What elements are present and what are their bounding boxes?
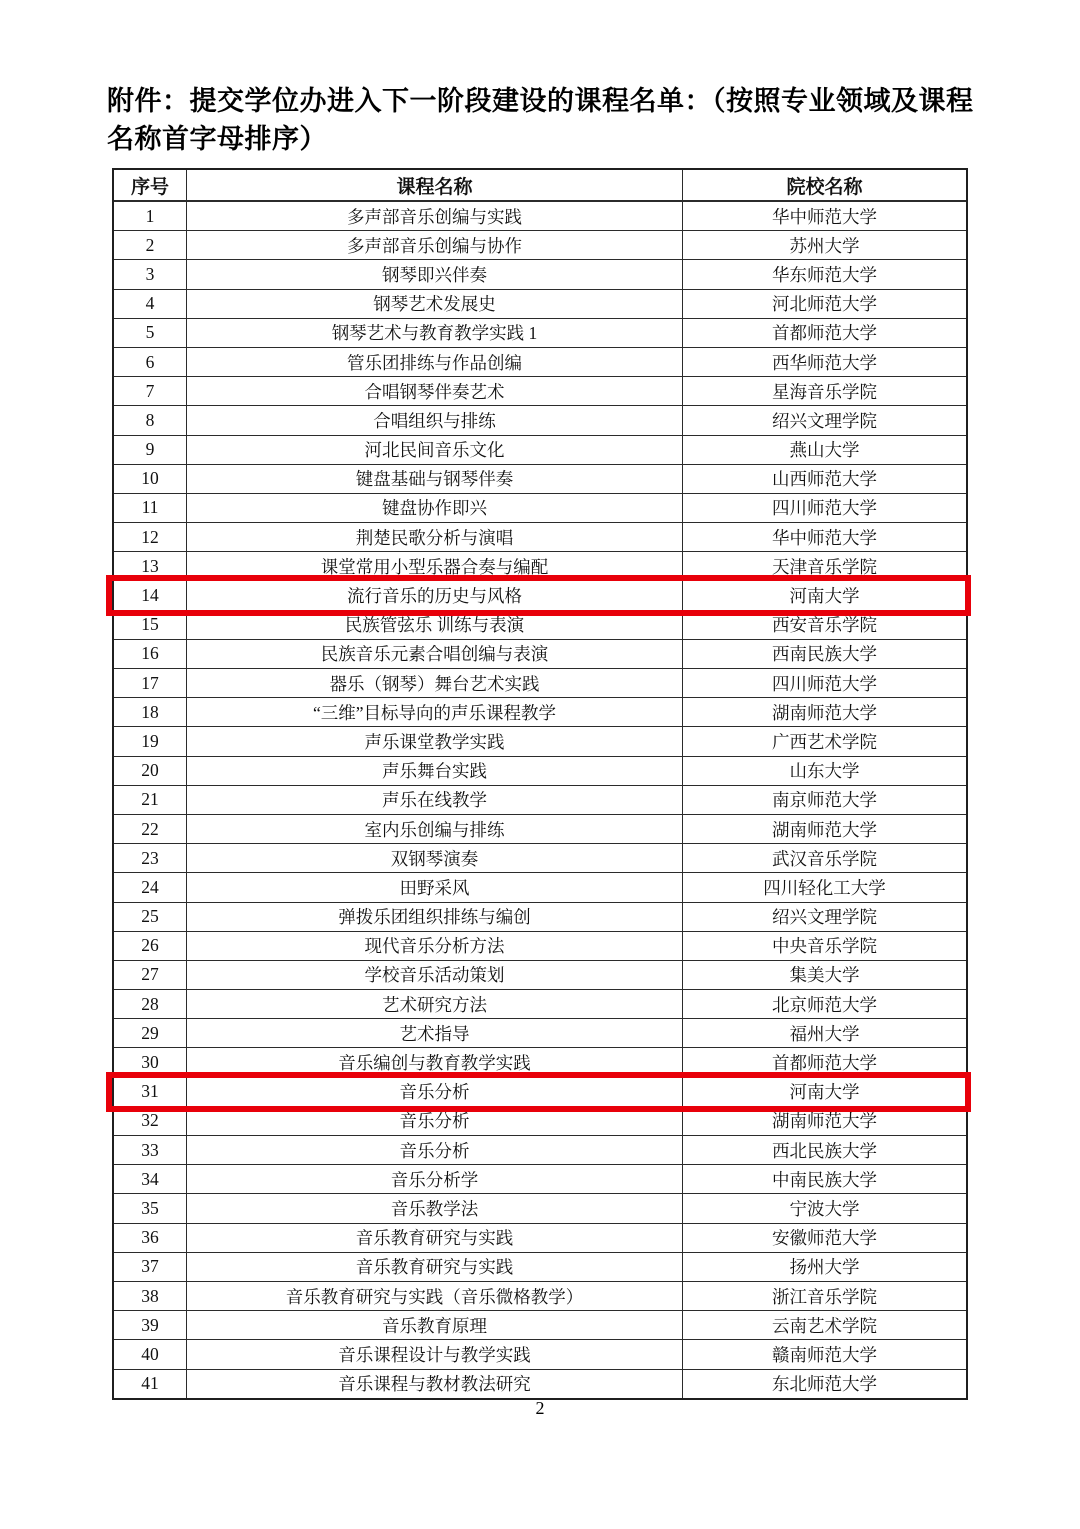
row-school-name: 东北师范大学 [772, 1374, 877, 1395]
row-serial-number: 22 [114, 815, 187, 843]
row-serial-number: 14 [114, 581, 187, 609]
row-course-name: 声乐舞台实践 [187, 757, 683, 785]
table-row [114, 347, 966, 376]
row-school-name: 中南民族大学 [772, 1169, 877, 1190]
row-course-name: 室内乐创编与排练 [187, 815, 683, 843]
row-course-name: 音乐编创与教育教学实践 [187, 1048, 683, 1076]
row-serial-number: 2 [114, 231, 187, 259]
table-row [114, 376, 966, 405]
row-serial-number: 7 [114, 377, 187, 405]
row-course-name: 钢琴即兴伴奏 [187, 260, 683, 288]
table-row [114, 872, 966, 901]
row-course-name: 艺术研究方法 [187, 990, 683, 1018]
row-course-name: 民族管弦乐 训练与表演 [187, 611, 683, 639]
row-course-name: 音乐教学法 [187, 1194, 683, 1222]
row-serial-number: 13 [114, 552, 187, 580]
row-course-name: 音乐课程设计与教学实践 [187, 1340, 683, 1368]
row-school-name: 西华师范大学 [772, 352, 877, 373]
row-serial-number: 40 [114, 1340, 187, 1368]
row-serial-number: 20 [114, 757, 187, 785]
table-row [114, 1135, 966, 1164]
header-course-name: 课程名称 [187, 170, 683, 200]
row-serial-number: 5 [114, 319, 187, 347]
row-school-name: 扬州大学 [789, 1257, 860, 1278]
row-school-name: 安徽师范大学 [772, 1228, 877, 1249]
table-row [114, 610, 966, 639]
row-serial-number: 17 [114, 669, 187, 697]
row-course-name: 弹拨乐团组织排练与编创 [187, 903, 683, 931]
row-serial-number: 37 [114, 1253, 187, 1281]
table-row [114, 902, 966, 931]
row-school-name: 宁波大学 [789, 1198, 860, 1219]
row-course-name: 民族音乐元素合唱创编与表演 [187, 640, 683, 668]
row-serial-number: 31 [114, 1078, 187, 1106]
row-school-name: 四川轻化工大学 [763, 877, 886, 898]
row-serial-number: 4 [114, 290, 187, 318]
row-serial-number: 28 [114, 990, 187, 1018]
table-row [114, 989, 966, 1018]
row-course-name: “三维”目标导向的声乐课程教学 [187, 698, 683, 726]
row-school-name: 湖南师范大学 [772, 1111, 877, 1132]
table-row [114, 726, 966, 755]
row-course-name: 双钢琴演奏 [187, 844, 683, 872]
table-row [114, 1106, 966, 1135]
row-course-name: 音乐教育研究与实践 [187, 1224, 683, 1252]
page-title: 附件：提交学位办进入下一阶段建设的课程名单：（按照专业领域及课程名称首字母排序） [107, 86, 974, 154]
table-row [114, 1252, 966, 1281]
table-row [114, 1193, 966, 1222]
row-school-name: 集美大学 [789, 965, 860, 986]
row-course-name: 流行音乐的历史与风格 [187, 581, 683, 609]
row-school-name: 天津音乐学院 [772, 556, 877, 577]
table-row [114, 1310, 966, 1339]
table-row [114, 668, 966, 697]
table-row [114, 814, 966, 843]
row-school-name: 河南大学 [789, 1082, 860, 1103]
row-serial-number: 25 [114, 903, 187, 931]
row-course-name: 音乐分析 [187, 1136, 683, 1164]
row-school-name: 河南大学 [789, 586, 860, 607]
row-serial-number: 34 [114, 1165, 187, 1193]
row-serial-number: 39 [114, 1311, 187, 1339]
row-school-name: 河北师范大学 [772, 294, 877, 315]
row-course-name: 音乐分析 [187, 1078, 683, 1106]
row-school-name: 星海音乐学院 [772, 381, 877, 402]
table-row [114, 639, 966, 668]
row-school-name: 赣南师范大学 [772, 1344, 877, 1365]
table-row [114, 522, 966, 551]
row-serial-number: 27 [114, 961, 187, 989]
table-row [114, 960, 966, 989]
row-course-name: 现代音乐分析方法 [187, 932, 683, 960]
row-course-name: 荆楚民歌分析与演唱 [187, 523, 683, 551]
row-course-name: 音乐课程与教材教法研究 [187, 1370, 683, 1398]
row-school-name: 山东大学 [789, 761, 860, 782]
row-serial-number: 11 [114, 494, 187, 522]
row-school-name: 西北民族大学 [772, 1140, 877, 1161]
row-course-name: 音乐教育研究与实践 [187, 1253, 683, 1281]
row-school-name: 浙江音乐学院 [772, 1286, 877, 1307]
row-school-name: 四川师范大学 [772, 673, 877, 694]
row-serial-number: 1 [114, 202, 187, 230]
table-row [114, 1369, 966, 1398]
row-course-name: 管乐团排练与作品创编 [187, 348, 683, 376]
row-course-name: 艺术指导 [187, 1019, 683, 1047]
row-serial-number: 29 [114, 1019, 187, 1047]
table-row [114, 435, 966, 464]
table-row [114, 1339, 966, 1368]
row-serial-number: 3 [114, 260, 187, 288]
row-school-name: 苏州大学 [789, 235, 860, 256]
table-row [114, 785, 966, 814]
row-school-name: 云南艺术学院 [772, 1315, 877, 1336]
page-number: 2 [535, 1398, 545, 1418]
row-serial-number: 26 [114, 932, 187, 960]
header-school-name: 院校名称 [786, 176, 863, 198]
row-school-name: 武汉音乐学院 [772, 848, 877, 869]
table-row [114, 1281, 966, 1310]
row-course-name: 田野采风 [187, 873, 683, 901]
header-serial-number: 序号 [114, 170, 187, 200]
table-row [114, 843, 966, 872]
row-course-name: 键盘协作即兴 [187, 494, 683, 522]
row-course-name: 钢琴艺术与教育教学实践 1 [187, 319, 683, 347]
row-course-name: 课堂常用小型乐器合奏与编配 [187, 552, 683, 580]
table-row [114, 289, 966, 318]
row-course-name: 合唱组织与排练 [187, 406, 683, 434]
row-course-name: 器乐（钢琴）舞台艺术实践 [187, 669, 683, 697]
row-serial-number: 19 [114, 727, 187, 755]
row-serial-number: 21 [114, 786, 187, 814]
row-school-name: 广西艺术学院 [772, 731, 877, 752]
table-row [114, 405, 966, 434]
row-school-name: 湖南师范大学 [772, 819, 877, 840]
table-row [114, 1018, 966, 1047]
row-serial-number: 30 [114, 1048, 187, 1076]
row-serial-number: 24 [114, 873, 187, 901]
row-school-name: 四川师范大学 [772, 498, 877, 519]
row-course-name: 多声部音乐创编与协作 [187, 231, 683, 259]
row-school-name: 华东师范大学 [772, 264, 877, 285]
table-row [114, 464, 966, 493]
row-serial-number: 18 [114, 698, 187, 726]
row-school-name: 华中师范大学 [772, 206, 877, 227]
row-serial-number: 9 [114, 436, 187, 464]
row-school-name: 绍兴文理学院 [772, 907, 877, 928]
row-course-name: 音乐教育研究与实践（音乐微格教学） [187, 1282, 683, 1310]
row-school-name: 绍兴文理学院 [772, 410, 877, 431]
table-row [114, 1077, 966, 1106]
row-serial-number: 16 [114, 640, 187, 668]
row-school-name: 湖南师范大学 [772, 702, 877, 723]
row-serial-number: 36 [114, 1224, 187, 1252]
course-table [112, 168, 968, 1400]
row-school-name: 首都师范大学 [772, 1053, 877, 1074]
table-body [114, 201, 966, 1398]
row-course-name: 音乐分析学 [187, 1165, 683, 1193]
row-school-name: 中央音乐学院 [772, 936, 877, 957]
table-row [114, 259, 966, 288]
table-row [114, 201, 966, 230]
row-course-name: 音乐分析 [187, 1107, 683, 1135]
row-course-name: 学校音乐活动策划 [187, 961, 683, 989]
row-course-name: 声乐课堂教学实践 [187, 727, 683, 755]
row-school-name: 西安音乐学院 [772, 615, 877, 636]
row-school-name: 山西师范大学 [772, 469, 877, 490]
row-course-name: 河北民间音乐文化 [187, 436, 683, 464]
row-serial-number: 38 [114, 1282, 187, 1310]
row-school-name: 福州大学 [789, 1023, 860, 1044]
row-serial-number: 41 [114, 1370, 187, 1398]
table-row [114, 1164, 966, 1193]
row-school-name: 首都师范大学 [772, 323, 877, 344]
table-row [114, 580, 966, 609]
row-course-name: 多声部音乐创编与实践 [187, 202, 683, 230]
row-course-name: 键盘基础与钢琴伴奏 [187, 465, 683, 493]
row-serial-number: 8 [114, 406, 187, 434]
row-course-name: 合唱钢琴伴奏艺术 [187, 377, 683, 405]
row-course-name: 音乐教育原理 [187, 1311, 683, 1339]
row-serial-number: 23 [114, 844, 187, 872]
row-serial-number: 32 [114, 1107, 187, 1135]
row-school-name: 燕山大学 [789, 440, 860, 461]
row-serial-number: 35 [114, 1194, 187, 1222]
table-row [114, 493, 966, 522]
table-row [114, 756, 966, 785]
table-row [114, 230, 966, 259]
table-row [114, 318, 966, 347]
row-course-name: 声乐在线教学 [187, 786, 683, 814]
table-row [114, 1047, 966, 1076]
table-row [114, 551, 966, 580]
row-serial-number: 33 [114, 1136, 187, 1164]
row-school-name: 华中师范大学 [772, 527, 877, 548]
row-serial-number: 10 [114, 465, 187, 493]
table-row [114, 1223, 966, 1252]
table-header-row [114, 170, 966, 201]
row-serial-number: 12 [114, 523, 187, 551]
row-school-name: 南京师范大学 [772, 790, 877, 811]
row-school-name: 西南民族大学 [772, 644, 877, 665]
row-course-name: 钢琴艺术发展史 [187, 290, 683, 318]
row-serial-number: 15 [114, 611, 187, 639]
table-row [114, 931, 966, 960]
row-school-name: 北京师范大学 [772, 994, 877, 1015]
table-row [114, 697, 966, 726]
row-serial-number: 6 [114, 348, 187, 376]
